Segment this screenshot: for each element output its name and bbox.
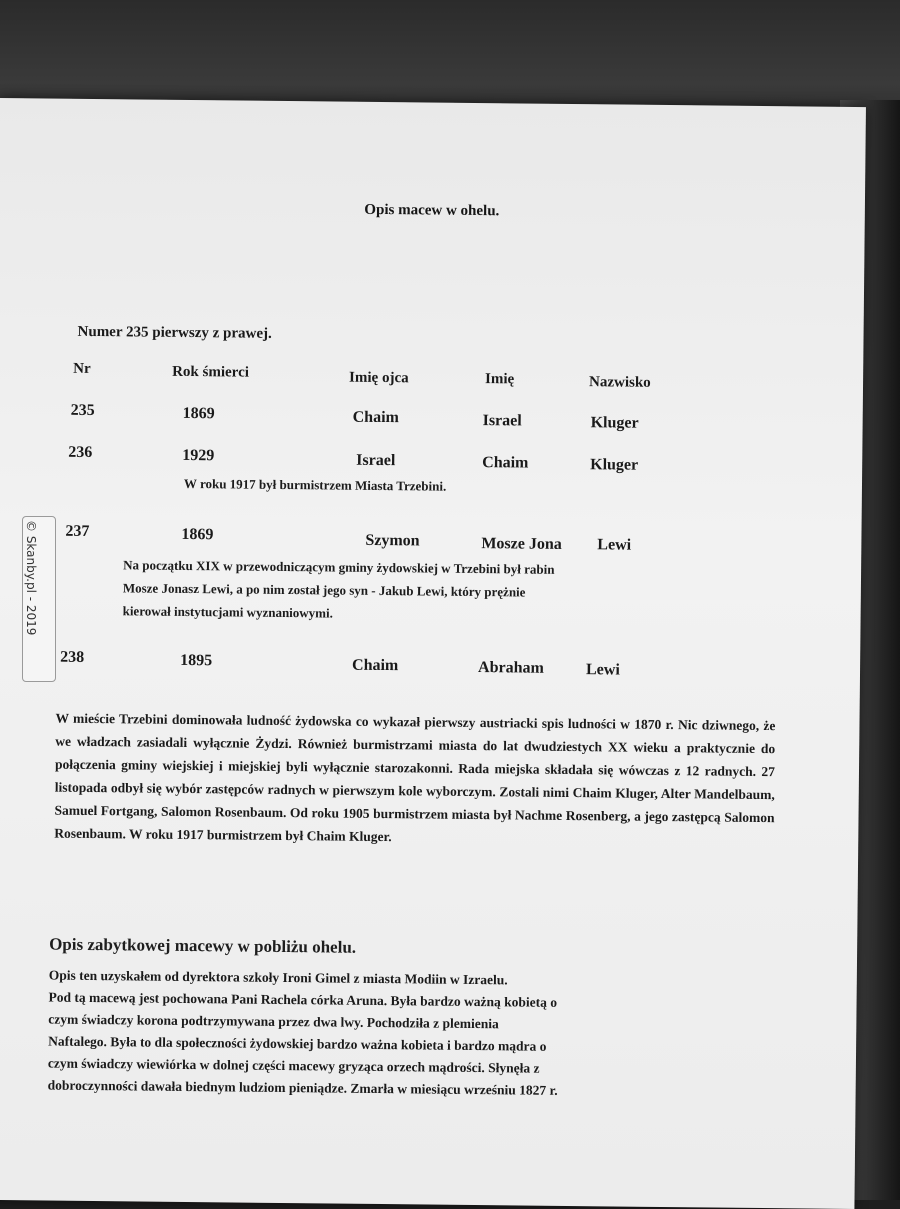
header-surname: Nazwisko [588,374,651,391]
row-236-nr: 236 [68,443,93,461]
subheading: Numer 235 pierwszy z prawej. [77,323,272,342]
row-237-note [123,553,764,629]
row-238-nr: 238 [60,648,85,666]
header-year: Rok śmierci [172,363,250,381]
row-238-name: Abraham [477,659,544,677]
section2-line: Naftalego. Była to dla społeczności żydowskiej bardzo ważna kobieta i bardzo mądra o [48,1033,547,1054]
row-237-surname: Lewi [597,536,632,554]
row-236-surname: Kluger [590,456,639,474]
watermark-text: © Skanby.pl - 2019 [24,520,38,636]
section2-line: czym świadczy korona podtrzymywana przez dwa lwy. Pochodziła z plemienia [48,1011,499,1032]
paper-sheet [0,98,866,1209]
section2-text [48,965,779,1105]
row-235-father: Chaim [352,408,399,427]
row-235-name: Israel [482,412,522,430]
header-father: Imię ojca [349,369,409,387]
row-238-surname: Lewi [585,661,620,679]
row-235-year: 1869 [182,404,215,423]
section2-heading: Opis zabytkowej macewy w pobliżu ohelu. [49,934,357,957]
row-236-note: W roku 1917 był burmistrzem Miasta Trzebini. [183,475,447,494]
row-238-year: 1895 [180,651,213,670]
section2-line: dobroczynności dawała biednym ludziom pieniądze. Zmarła w miesiącu wrześniu 1827 r. [47,1077,558,1098]
header-name: Imię [484,371,515,388]
row-236-father: Israel [356,451,396,470]
section2-line: Opis ten uzyskałem od dyrektora szkoły Ironi Gimel z miasta Modiin w Izraelu. [48,967,508,988]
row-238-father: Chaim [351,656,399,675]
section2-line: czym świadczy wiewiórka w dolnej części macewy gryząca orzech mądrości. Słynęła z [47,1055,540,1076]
section2-line: Pod tą macewą jest pochowana Pani Rachela córka Aruna. Była bardzo ważną kobietą o [48,989,558,1010]
row-237-note-line: Na początku XIX w przewodniczącym gminy żydowskiej w Trzebini był rabin [123,557,555,577]
row-236-year: 1929 [182,446,215,465]
row-237-nr: 237 [65,522,90,540]
row-236-name: Chaim [482,454,529,472]
row-237-note-line: Mosze Jonasz Lewi, a po nim został jego syn - Jakub Lewi, który prężnie [122,580,526,600]
row-237-name: Mosze Jona [481,535,562,553]
row-237-father: Szymon [365,531,420,550]
history-paragraph: W mieście Trzebini dominowała ludność żydowska co wykazał pierwszy austriacki spis ludności w 1870 r. Nic dziwnego, że we władzach zasiadali wyłącznie Żydzi. Również burmistrzami miasta do lat dwudziestych XX wieku a praktycznie do połączenia gminy wiejskiej i miejskiej byli wyłącznie starozakonni. Rada miejska składała się wówczas z 12 radnych. 27 listopada odbył się wybór zastępców radnych w pierwszym kole wyborczym. Zostali nimi Chaim Kluger, Alter Mandelbaum, Samuel Fortgang, Salomon Rosenbaum. Od roku 1905 burmistrzem miasta był Nachme Rosenberg, a jego zastępcą Salomon Rosenbaum. W roku 1917 burmistrzem był Chaim Kluger. [54,710,776,845]
header-nr: Nr [73,360,91,377]
row-237-note-line: kierował instytucjami wyznaniowymi. [122,603,334,621]
page-title: Opis macew w ohelu. [364,201,500,220]
row-237-year: 1869 [181,525,214,544]
row-235-nr: 235 [70,401,95,420]
row-235-surname: Kluger [590,414,639,432]
